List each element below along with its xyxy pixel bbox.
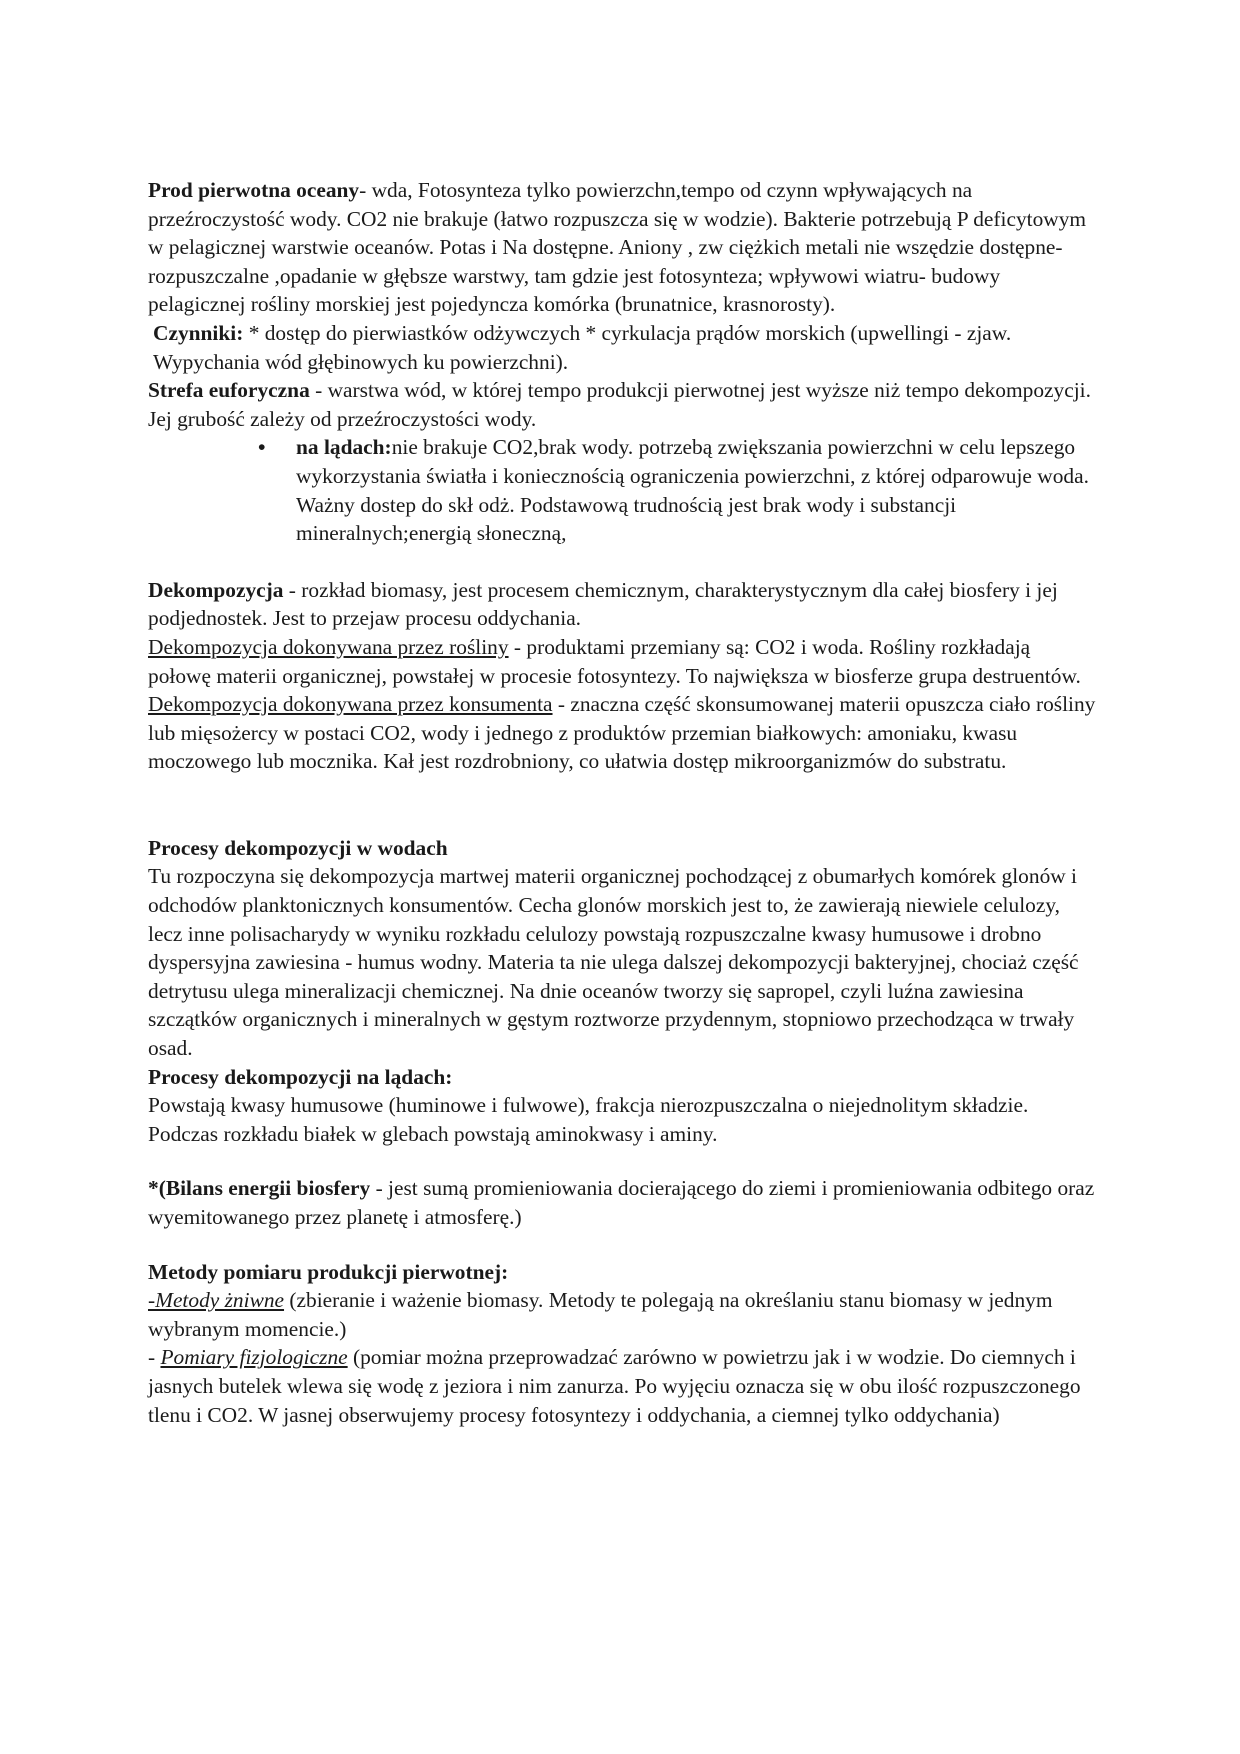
text-bilans: - jest sumą promieniowania docierającego do ziemi i promieniowania odbitego oraz wyemitowanego przez planetę i atmosferę.) [148, 1176, 1095, 1229]
paragraph-zniwne [148, 1286, 1098, 1343]
text-ladach: nie brakuje CO2,brak wody. potrzebą zwiększania powierzchni w celu lepszego wykorzystania światła i koniecznością ograniczenia powierzchni, z której odparowuje woda. Ważny dostep do skł odż. Podstawową trudnością jest brak wody i substancji mineralnych;energią słoneczną, [296, 435, 1089, 546]
heading-oceany: Prod pierwotna oceany [148, 178, 360, 202]
spacer [148, 548, 1098, 576]
label-fizjo: Pomiary fizjologiczne [160, 1345, 348, 1370]
text-oceany: - wda, Fotosynteza tylko powierzchn,tempo od czynn wpływających na przeźroczystość wody. CO2 nie brakuje (łatwo rozpuszcza się w wodzie). Bakterie potrzebują P deficytowym w pelagicznej warstwie oceanów. Potas i Na dostępne. Aniony , zw ciężkich metali nie wszędzie dostępne-rozpuszczalne ,opadanie w głębsze warstwy, tam gdzie jest fotosynteza; wpływowi wiatru- budowy pelagicznej rośliny morskiej jest pojedyncza komórka (brunatnice, krasnorosty). [148, 178, 1087, 317]
heading-ladach: na lądach: [296, 435, 392, 460]
dash-fizjo: - [148, 1345, 161, 1370]
heading-dekompozycja: Dekompozycja [148, 577, 284, 602]
paragraph-strefa [148, 376, 1098, 433]
text-czynniki: * dostęp do pierwiastków odżywczych * cyrkulacja prądów morskich (upwellingi - zjaw. Wypychania wód głębinowych ku powierzchni). [153, 320, 1012, 374]
text-zniwne: (zbieranie i ważenie biomasy. Metody te polegają na określaniu stanu biomasy w jednym wybranym momencie.) [148, 1288, 1053, 1341]
paragraph-rosliny [148, 633, 1098, 690]
heading-wody: Procesy dekompozycji w wodach [148, 835, 448, 860]
heading-strefa: Strefa euforyczna [148, 378, 310, 403]
spacer [148, 1148, 1098, 1174]
heading-rosliny: Dekompozycja dokonywana przez rośliny [148, 634, 509, 659]
document-page [148, 176, 1098, 1429]
bullet-ladach [148, 433, 1098, 547]
spacer [148, 776, 1098, 834]
spacer [148, 1232, 1098, 1258]
paragraph-konsument [148, 690, 1098, 776]
text-fizjo: (pomiar można przeprowadzać zarówno w powietrzu jak i w wodzie. Do ciemnych i jasnych butelek wlewa się wodę z jeziora i nim zanurza. Po wyjęciu oznacza się w obu ilość rozpuszczonego tlenu i CO2. W jasnej obserwujemy procesy fotosyntezy i oddychania, a ciemnej tylko oddychania) [148, 1345, 1081, 1427]
text-strefa: - warstwa wód, w której tempo produkcji pierwotnej jest wyższe niż tempo dekompozycji. Jej grubość zależy od przeźroczystości wody. [148, 378, 1091, 431]
paragraph-dekompozycja [148, 576, 1098, 633]
heading-czynniki: Czynniki: [153, 320, 244, 345]
paragraph-bilans [148, 1174, 1098, 1231]
heading-konsument: Dekompozycja dokonywana przez konsumenta [148, 692, 553, 717]
paragraph-lady: Powstają kwasy humusowe (huminowe i fulwowe), frakcja nierozpuszczalna o niejednolitym składzie. Podczas rozkładu białek w glebach powstają aminokwasy i aminy. [148, 1093, 1029, 1146]
paragraph-fizjo [148, 1343, 1098, 1429]
label-zniwne: -Metody żniwne [148, 1288, 285, 1313]
text-rosliny: - produktami przemiany są: CO2 i woda. Rośliny rozkładają połowę materii organicznej, powstałej w procesie fotosyntezy. To największa w biosferze grupa destruentów. [148, 634, 1081, 688]
paragraph-oceany [148, 176, 1098, 319]
heading-bilans: *(Bilans energii biosfery [148, 1176, 371, 1201]
heading-metody: Metody pomiaru produkcji pierwotnej: [148, 1259, 509, 1284]
heading-lady: Procesy dekompozycji na lądach: [148, 1064, 453, 1089]
text-dekompozycja: - rozkład biomasy, jest procesem chemicznym, charakterystycznym dla całej biosfery i jej podjednostek. Jest to przejaw procesu oddychania. [148, 577, 1058, 631]
paragraph-czynniki [148, 319, 1098, 376]
text-konsument: - znaczna część skonsumowanej materii opuszcza ciało rośliny lub mięsożercy w postaci CO2, wody i jednego z produktów przemian białkowych: amoniaku, kwasu moczowego lub mocznika. Kał jest rozdrobniony, co ułatwia dostęp mikroorganizmów do substratu. [148, 692, 1096, 774]
bullet-dot-icon: • [258, 435, 266, 460]
paragraph-wody: Tu rozpoczyna się dekompozycja martwej materii organicznej pochodzącej z obumarłych komórek glonów i odchodów planktonicznych konsumentów. Cecha glonów morskich jest to, że zawierają niewiele celulozy, lecz inne polisacharydy w wyniku rozkładu celulozy powstają rozpuszczalne kwasy humusowe i drobno dyspersyjna zawiesina - humus wodny. Materia ta nie ulega dalszej dekompozycji bakteryjnej, chociaż część detrytusu ulega mineralizacji chemicznej. Na dnie oceanów tworzy się sapropel, czyli luźna zawiesina szczątków organicznych i mineralnych w gęstym roztworze przydennym, stopniowo przechodząca w trwały osad. [148, 864, 1079, 1061]
